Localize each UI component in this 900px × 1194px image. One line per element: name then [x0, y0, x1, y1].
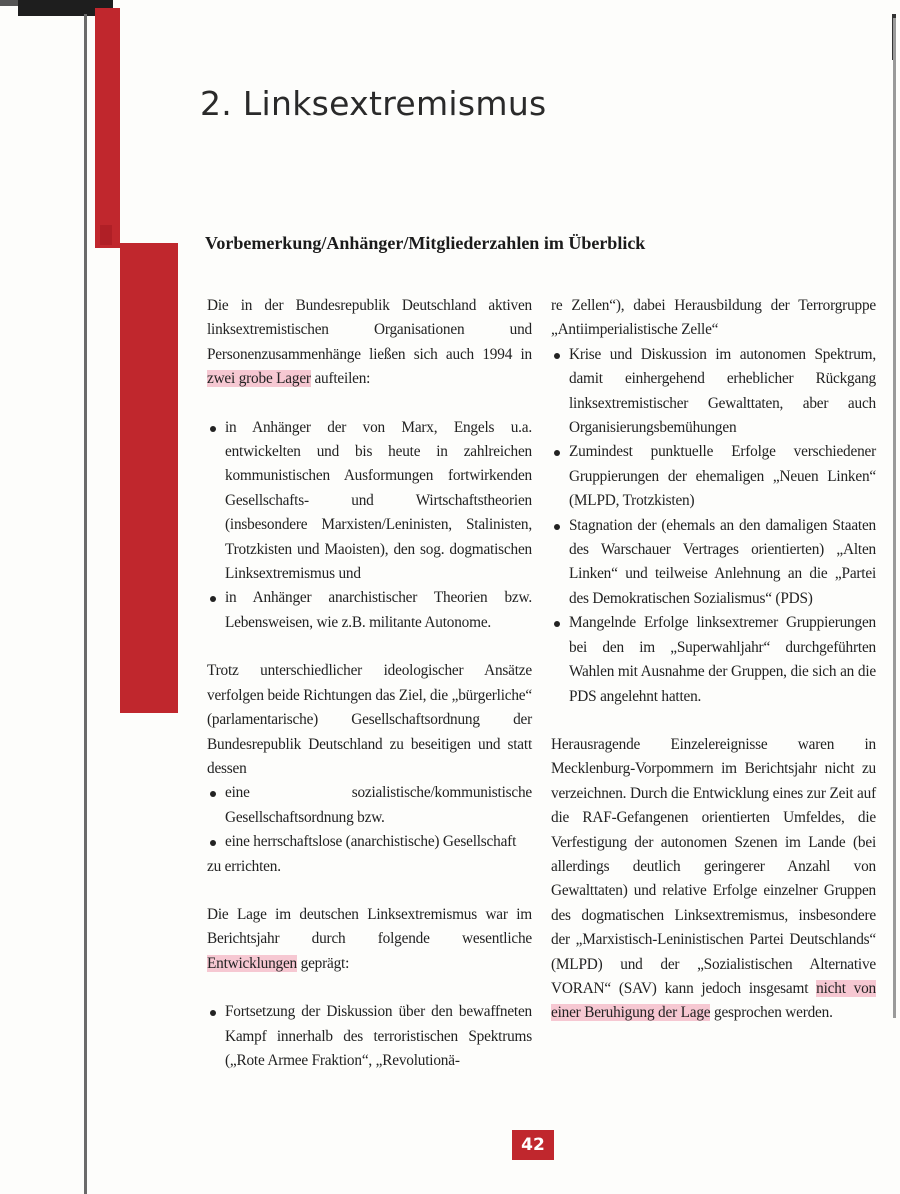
chapter-red-band-notch — [100, 225, 112, 245]
camps-list — [207, 416, 532, 636]
list-item: Krise und Diskussion im autonomen Spektrum, damit einhergehend erheblicher Rückgang linksextremistischer Gewalttaten, aber auch Organisierungsbemühungen — [551, 343, 876, 441]
goals-paragraph-end: zu errichten. — [207, 857, 281, 875]
right-column — [551, 294, 876, 1026]
events-paragraph: Herausragende Einzelereignisse waren in Mecklenburg-Vorpommern im Berichtsjahr nicht zu verzeichnen. Durch die Entwicklung eines zur Zeit auf die RAF-Gefangenen orientierten Umfeldes, die Verfestigung der autonomen Szenen im Lande (bei allerdings deutlich geringerer Anzahl von Gewalttaten) und relative Erfolge einzelner Gruppen des dogmatischen Linksextremismus, insbesondere der „Marxistisch-Leninistischen Partei Deutschlands“ (MLPD) und der „Sozialistischen Alternative VORAN“ (SAV) kann jedoch insgesamt nicht von einer Beruhigung der Lage gesprochen werden. — [551, 735, 876, 1022]
scan-binding-line — [84, 14, 87, 1194]
list-item: Stagnation der (ehemals an den damaligen Staaten des Warschauer Vertrages orientierten) „Alten Linken“ und teilweise Anlehnung an die „Partei des Demokratischen Sozialismus“ (PDS) — [551, 514, 876, 612]
page-number: 42 — [512, 1130, 554, 1160]
highlighted-text: zwei grobe Lager — [207, 370, 311, 388]
chapter-title: 2. Linksextremismus — [200, 84, 547, 123]
developments-paragraph: Die Lage im deutschen Linksextremismus war im Berichtsjahr durch folgende wesentliche Entwicklungen geprägt: — [207, 905, 532, 972]
list-item: Zumindest punktuelle Erfolge verschiedener Gruppierungen der ehemaligen „Neuen Linken“ (MLPD, Trotzkisten) — [551, 440, 876, 513]
list-item: in Anhänger anarchistischer Theorien bzw. Lebensweisen, wie z.B. militante Autonome. — [207, 586, 532, 635]
developments-list — [207, 1000, 532, 1073]
left-column — [207, 294, 532, 1073]
intro-paragraph: Die in der Bundesrepublik Deutschland aktiven linksextremistischen Organisationen und Personenzusammenhänge ließen sich auch 1994 in zwei grobe Lager aufteilen: — [207, 297, 532, 388]
list-item: in Anhänger der von Marx, Engels u.a. entwickelten und bis heute in zahlreichen kommunistischen Ausformungen fortwirkenden Gesellschafts- und Wirtschaftstheorien (insbesondere Marxisten/Leninisten, Stalinisten, Trotzkisten und Maoisten), den sog. dogmatischen Linksextremismus und — [207, 416, 532, 587]
goals-list — [207, 781, 532, 854]
list-item: eine herrschaftslose (anarchistische) Gesellschaft — [207, 830, 532, 854]
section-red-block — [120, 243, 178, 713]
highlighted-text: Entwicklungen — [207, 954, 298, 972]
chapter-red-band — [95, 8, 120, 248]
highlighted-text: nicht von einer Beruhigung der Lage — [551, 979, 876, 1022]
list-continuation: re Zellen“), dabei Herausbildung der Terrorgruppe „Antiimperialistische Zelle“ — [551, 297, 876, 339]
list-item: Mangelnde Erfolge linksextremer Gruppierungen bei den im „Superwahljahr“ durchgeführten Wahlen mit Ausnahme der Gruppen, die sich an die PDS angelehnt hatten. — [551, 611, 876, 709]
scan-right-edge — [893, 18, 896, 1018]
section-heading: Vorbemerkung/Anhänger/Mitgliederzahlen im Überblick — [205, 233, 646, 253]
list-item: Fortsetzung der Diskussion über den bewaffneten Kampf innerhalb des terroristischen Spektrums („Rote Armee Fraktion“, „Revolutionä- — [207, 1000, 532, 1073]
goals-paragraph: Trotz unterschiedlicher ideologischer Ansätze verfolgen beide Richtungen das Ziel, die „bürgerliche“ (parlamentarische) Gesellschaftsordnung der Bundesrepublik Deutschland zu beseitigen und statt dessen — [207, 662, 532, 777]
list-item: eine sozialistische/kommunistische Gesellschaftsordnung bzw. — [207, 781, 532, 830]
developments-list-continued — [551, 343, 876, 709]
